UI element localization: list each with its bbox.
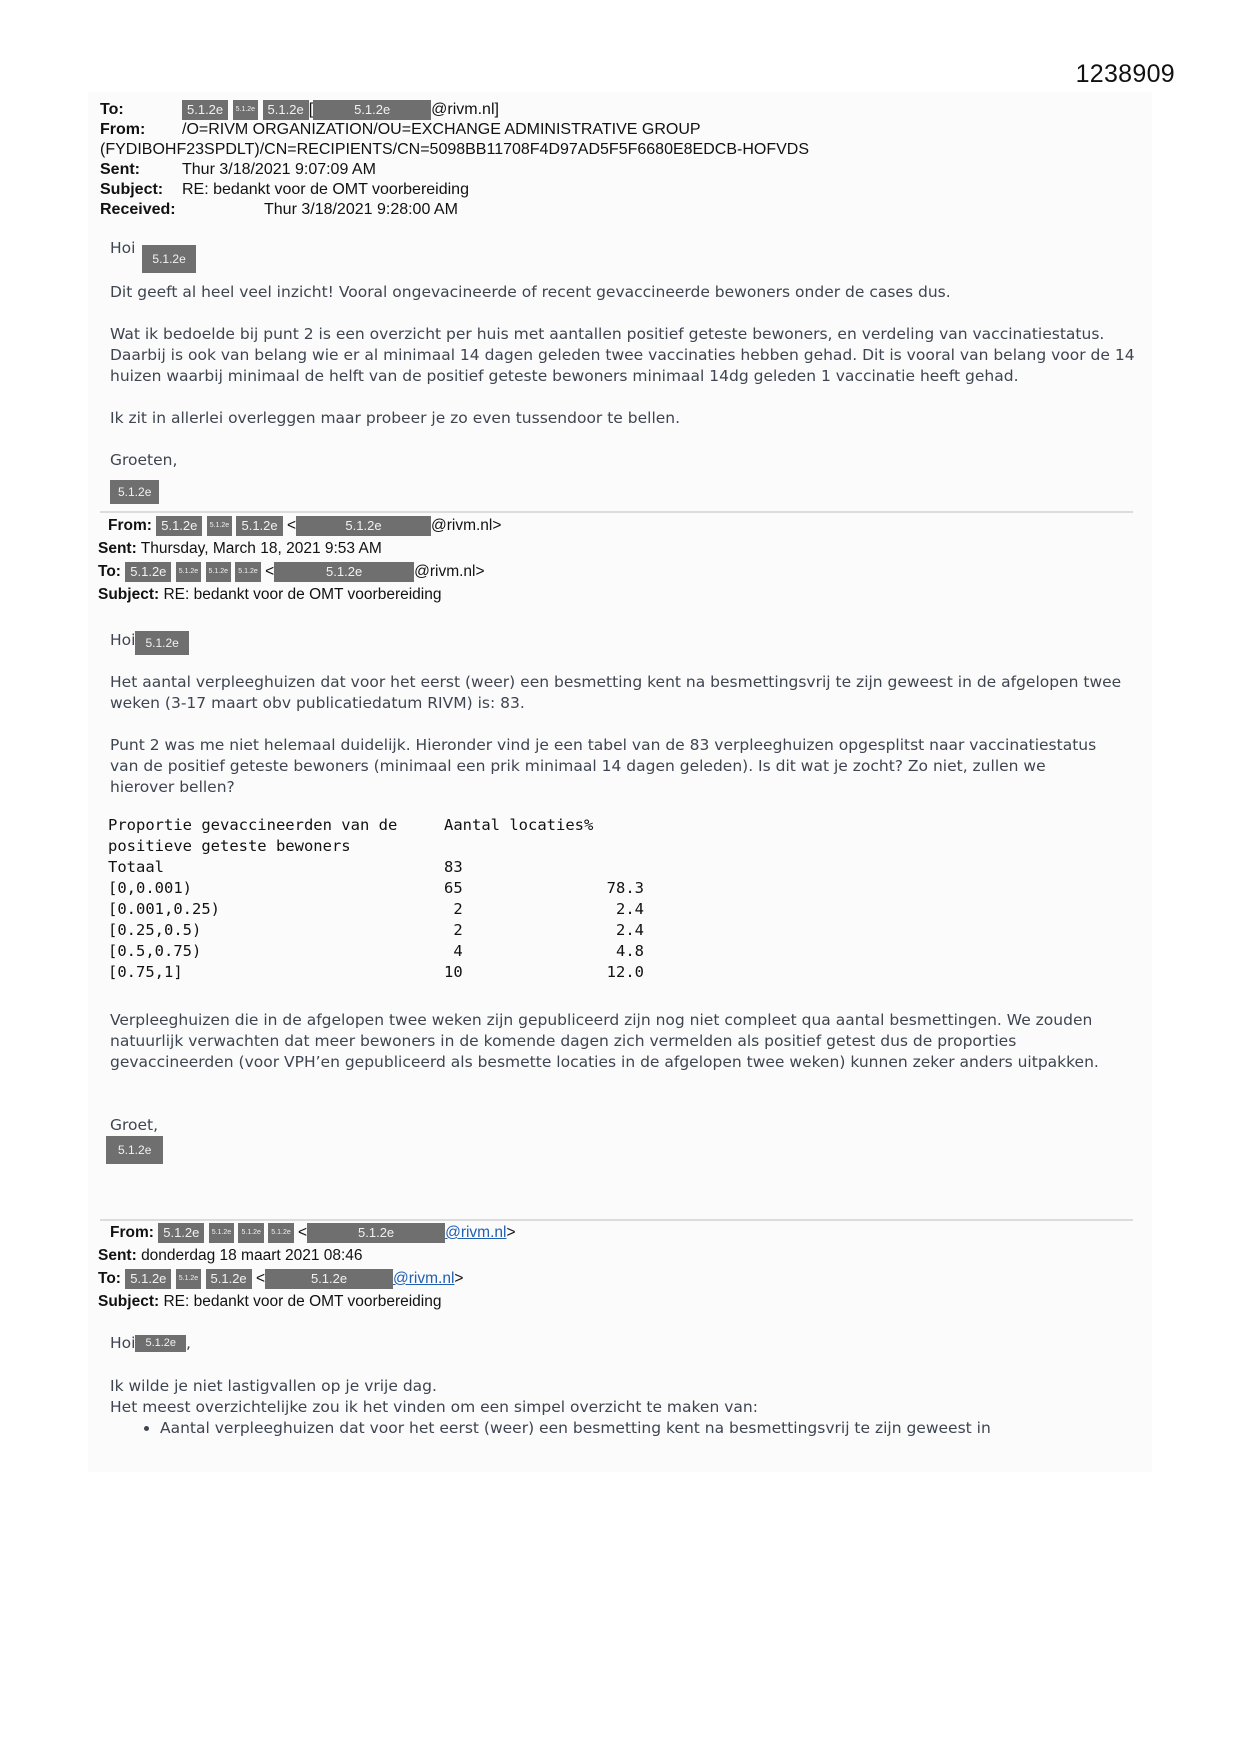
redaction: 5.1.2e (176, 1269, 201, 1289)
sent-label: Sent: (98, 1247, 137, 1264)
from-email-suffix: @rivm.nl> (431, 517, 502, 534)
table-cell-pct: 2.4 (615, 921, 644, 939)
comma: , (186, 1334, 191, 1352)
email1-closing: Groeten, (110, 451, 178, 469)
angle-bracket: > (454, 1270, 464, 1287)
email1-paragraph: Wat ik bedoelde bij punt 2 is een overzicht per huis met aantallen positief geteste bewoners, en verdeling van vaccinatiestatus. Daarbij is ook van belang wie er al minimaal 14 dagen geleden twee vaccinaties hebben gehad. Dit is vooral van belang voor de 14 huizen waarbij minimaal de helft van de positief geteste bewoners minimaal 14dg geleden 1 vaccinatie heeft gehad. (110, 325, 1135, 385)
table-cell-pct: 2.4 (615, 900, 644, 918)
subject-row (98, 1290, 516, 1313)
redaction: 5.1.2e (135, 631, 188, 655)
email2-greeting (110, 630, 1140, 655)
table-cell-label: Totaal (108, 858, 164, 876)
divider (100, 511, 1133, 513)
subject-label: Subject: (100, 181, 164, 198)
to-email-link[interactable]: @rivm.nl (393, 1270, 455, 1287)
to-row: To: 5.1.2e 5.1.2e 5.1.2e 5.1.2e < 5.1.2e @rivm.nl> (98, 563, 485, 580)
email1-signature (110, 480, 159, 504)
redaction: 5.1.2e (313, 100, 431, 120)
sent-value: donderdag 18 maart 2021 08:46 (141, 1247, 363, 1264)
from-row-continued (100, 140, 809, 160)
redaction: 5.1.2e (238, 1223, 263, 1243)
email2-signature (106, 1136, 163, 1164)
table-cell-label: [0,0.001) (108, 879, 192, 897)
email1-paragraph: Ik zit in allerlei overleggen maar probeer je zo even tussendoor te bellen. (110, 409, 681, 427)
sent-row (100, 160, 809, 180)
email2-paragraph: Verpleeghuizen die in de afgelopen twee weken zijn gepubliceerd zijn nog niet compleet qua aantal besmettingen. We zouden natuurlijk verwachten dat meer bewoners in de komende dagen zich vermelden als positief getest dus de proporties gevaccineerden (voor VPH’en gepubliceerd als besmette locaties in de afgelopen twee weken) kunnen zeker anders uitpakken. (110, 1011, 1099, 1071)
table-row (108, 941, 644, 962)
redaction: 5.1.2e (236, 516, 282, 536)
redaction: 5.1.2e (176, 562, 201, 582)
from-value-continued: (FYDIBOHF23SPDLT)/CN=RECIPIENTS/CN=5098BB11708F4D97AD5F5F6680E8EDCB-HOFVDS (100, 141, 809, 158)
redaction: 5.1.2e (106, 1136, 163, 1164)
email2-closing: Groet, (110, 1116, 159, 1134)
table-cell-count: 10 (444, 963, 463, 981)
table-cell-label: [0.5,0.75) (108, 942, 202, 960)
table-row (108, 857, 644, 878)
list-item: • Aantal verpleeghuizen dat voor het eerst (weer) een besmetting kent na besmettingsvrij te zijn geweest in (160, 1418, 1140, 1439)
redaction: 5.1.2e (125, 562, 171, 582)
redaction: 5.1.2e (206, 562, 231, 582)
table-header: positieve geteste bewoners (108, 837, 351, 855)
redaction: 5.1.2e (158, 1223, 204, 1243)
email3-greeting (110, 1333, 1140, 1354)
table-cell-pct (584, 857, 644, 878)
redaction: 5.1.2e (274, 562, 414, 582)
email2-header (98, 514, 501, 606)
from-label: From: (108, 517, 152, 534)
subject-value: RE: bedankt voor de OMT voorbereiding (182, 181, 469, 198)
received-row (100, 200, 809, 220)
received-label: Received: (100, 201, 176, 218)
table-header: % (583, 816, 594, 834)
table-cell-count: 65 (444, 879, 463, 897)
table-row (108, 899, 644, 920)
email2-paragraph: Punt 2 was me niet helemaal duidelijk. Hieronder vind je een tabel van de 83 verpleeghuizen opgesplitst naar vaccinatiestatus van de positief geteste bewoners (minimaal een prik minimaal 14 dagen geleden). Is dit wat je zocht? Zo niet, zullen we hierover bellen? (110, 736, 1097, 796)
email3-bullet-list (110, 1418, 1140, 1439)
sent-row (98, 537, 501, 560)
from-row: From: 5.1.2e 5.1.2e 5.1.2e 5.1.2e < 5.1.2e @rivm.nl> (110, 1224, 516, 1241)
email1-greeting (110, 238, 1140, 273)
redaction: 5.1.2e (233, 100, 258, 120)
email1-paragraph: Dit geeft al heel veel inzicht! Vooral ongevacineerde of recent gevaccineerde bewoners onder de cases dus. (110, 283, 951, 301)
table-cell-label: [0.25,0.5) (108, 921, 202, 939)
subject-row (100, 180, 809, 200)
redaction: 5.1.2e (135, 1335, 186, 1352)
table-header: Aantal locaties (444, 816, 584, 834)
vaccination-table (108, 815, 644, 983)
subject-value: RE: bedankt voor de OMT voorbereiding (163, 1293, 442, 1310)
sent-label: Sent: (98, 540, 137, 557)
from-label: From: (100, 121, 146, 138)
redaction: 5.1.2e (268, 1223, 293, 1243)
greeting-text: Hoi (110, 1334, 136, 1352)
from-row (100, 120, 809, 140)
subject-label: Subject: (98, 586, 160, 603)
redaction: 5.1.2e (110, 480, 159, 504)
to-label: To: (100, 101, 124, 119)
table-cell-count: 2 (444, 921, 463, 939)
table-cell-pct: 4.8 (615, 942, 644, 960)
table-cell-count: 83 (444, 858, 463, 876)
to-label: To: (98, 1270, 121, 1287)
table-cell-label: [0.75,1] (108, 963, 183, 981)
redaction: 5.1.2e (265, 1269, 393, 1289)
redaction: 5.1.2e (296, 516, 431, 536)
redaction: 5.1.2e (207, 516, 232, 536)
empty-cell (584, 836, 644, 857)
sent-value: Thursday, March 18, 2021 9:53 AM (140, 540, 382, 557)
redaction: 5.1.2e (263, 100, 309, 120)
redaction: 5.1.2e (235, 562, 260, 582)
table-header-row (108, 836, 644, 857)
to-row: To: 5.1.2e 5.1.2e 5.1.2e < 5.1.2e @rivm.nl> (98, 1270, 464, 1287)
from-row: From: 5.1.2e 5.1.2e 5.1.2e < 5.1.2e @rivm.nl> (108, 517, 502, 534)
from-value: /O=RIVM ORGANIZATION/OU=EXCHANGE ADMINISTRATIVE GROUP (182, 121, 701, 138)
redaction: 5.1.2e (182, 100, 228, 120)
to-label: To: (98, 563, 121, 580)
sent-label: Sent: (100, 161, 140, 178)
from-email-link[interactable]: @rivm.nl (445, 1224, 507, 1241)
sent-value: Thur 3/18/2021 9:07:09 AM (182, 161, 376, 178)
document-id: 1238909 (1075, 60, 1175, 88)
subject-label: Subject: (98, 1293, 160, 1310)
redaction: 5.1.2e (206, 1269, 252, 1289)
table-cell-pct: 78.3 (606, 879, 644, 897)
greeting-text: Hoi (110, 239, 136, 257)
redaction: 5.1.2e (209, 1223, 234, 1243)
email1-header (100, 100, 809, 220)
redaction: 5.1.2e (156, 516, 202, 536)
bracket: [ (308, 101, 314, 119)
email3-paragraph: Ik wilde je niet lastigvallen op je vrije dag. (110, 1377, 437, 1395)
email2-paragraph: Het aantal verpleeghuizen dat voor het eerst (weer) een besmetting kent na besmettingsvrij te zijn geweest in de afgelopen twee weken (3-17 maart obv publicatiedatum RIVM) is: 83. (110, 673, 1122, 712)
greeting-text: Hoi (110, 631, 136, 649)
redaction: 5.1.2e (125, 1269, 171, 1289)
redaction: 5.1.2e (142, 245, 195, 273)
redaction: 5.1.2e (307, 1223, 445, 1243)
sent-row (98, 1244, 516, 1267)
table-row (108, 878, 644, 899)
to-row (100, 100, 809, 120)
email3-header (98, 1221, 516, 1313)
table-cell-count: 4 (444, 942, 463, 960)
email3-paragraph: Het meest overzichtelijke zou ik het vinden om een simpel overzicht te maken van: (110, 1398, 758, 1416)
table-header: Proportie gevaccineerden van de (108, 816, 398, 834)
table-cell-count: 2 (444, 900, 463, 918)
table-cell-label: [0.001,0.25) (108, 900, 220, 918)
received-value: Thur 3/18/2021 9:28:00 AM (264, 201, 458, 218)
from-label: From: (110, 1224, 154, 1241)
table-cell-pct: 12.0 (606, 963, 644, 981)
table-header-row (108, 815, 644, 836)
to-email-suffix: @rivm.nl> (414, 563, 485, 580)
empty-cell (444, 836, 584, 857)
angle-bracket: > (506, 1224, 516, 1241)
table-row (108, 962, 644, 983)
subject-value: RE: bedankt voor de OMT voorbereiding (163, 586, 442, 603)
subject-row (98, 583, 501, 606)
table-row (108, 920, 644, 941)
to-email-suffix: @rivm.nl] (431, 101, 499, 119)
